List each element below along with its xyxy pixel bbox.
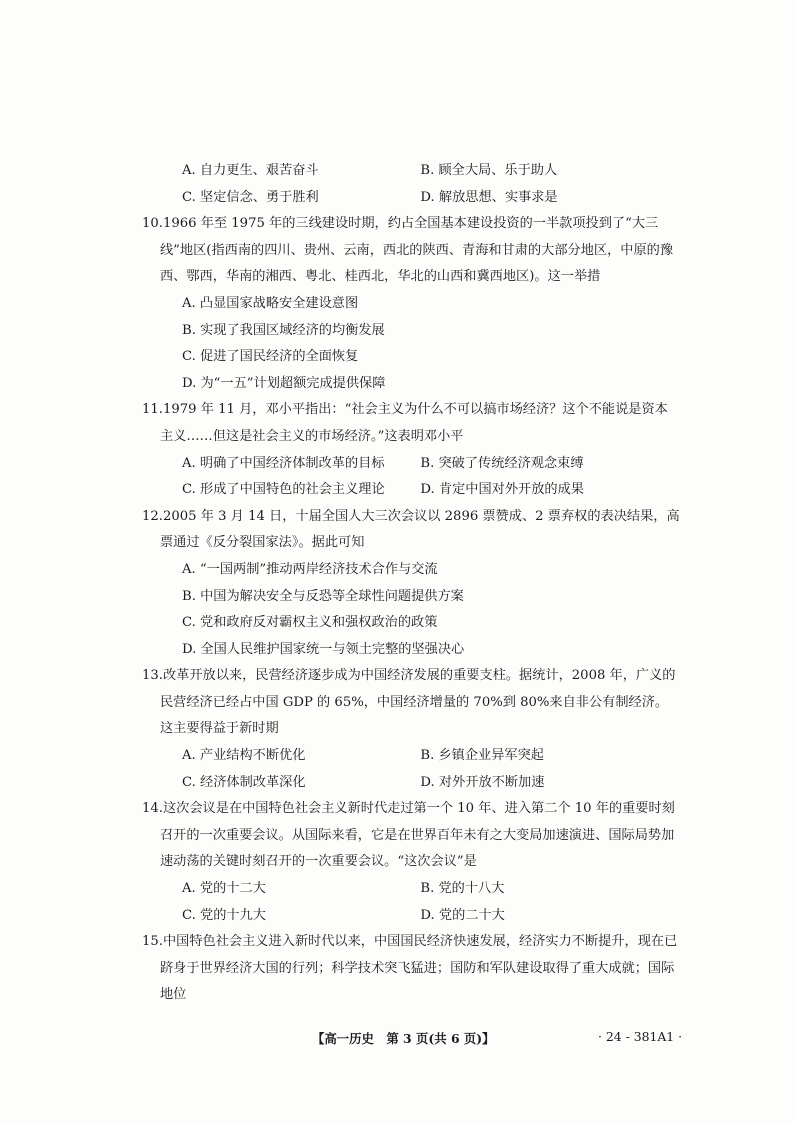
option-a: A. “一国两制”推动两岸经济技术合作与交流 bbox=[182, 561, 438, 577]
option-d: D. 解放思想、实事求是 bbox=[420, 189, 558, 205]
options-row-2 bbox=[160, 770, 680, 797]
option-d: D. 为“一五”计划超额完成提供保障 bbox=[182, 375, 386, 391]
exam-content bbox=[142, 158, 680, 1009]
option-a: A. 自力更生、艰苦奋斗 bbox=[182, 163, 319, 178]
question-stem: 13.改革开放以来，民营经济逐步成为中国经济发展的重要支柱。据统计，2008 年，广义的民营经济已经占中国 GDP 的 65%，中国经济增量的 70%到 80%来自非公有制经济。这主要得益于新时期 bbox=[142, 668, 676, 737]
question-stem: 14.这次会议是在中国特色社会主义新时代走过第一个 10 年、进入第二个 10 年的重要时刻召开的一次重要会议。从国际来看，它是在世界百年未有之大变局加速演进、国际局势加速动荡的关键时刻召开的一次重要会议。“这次会议”是 bbox=[142, 801, 675, 870]
footer-exam-code: · 24 - 381A1 · bbox=[598, 1029, 683, 1044]
option-b: B. 中国为解决安全与反恐等全球性问题提供方案 bbox=[182, 588, 464, 604]
option-a: A. 党的十二大 bbox=[182, 881, 266, 897]
option-b: B. 乡镇企业异军突起 bbox=[420, 748, 544, 764]
option-c: C. 坚定信念、勇于胜利 bbox=[182, 189, 319, 205]
question-stem: 10.1966 年至 1975 年的三线建设时期，约占全国基本建设投资的一半款项投到了“大三线”地区(指西南的四川、贵州、云南，西北的陕西、青海和甘肃的大部分地区，中原的豫西、鄂西，华南的湘西、粤北、桂西北，华北的山西和冀西地区)。这一举措 bbox=[142, 216, 674, 285]
footer-page-info: 【高一历史 第 3 页(共 6 页)】 bbox=[312, 1031, 495, 1046]
option-a: A. 产业结构不断优化 bbox=[182, 748, 306, 764]
question-stem: 15.中国特色社会主义进入新时代以来，中国国民经济快速发展，经济实力不断提升，现在已跻身于世界经济大国的行列；科学技术突飞猛进；国防和军队建设取得了重大成就；国际地位 bbox=[142, 934, 678, 1003]
question-13 bbox=[142, 663, 680, 796]
option-d: D. 肯定中国对外开放的成果 bbox=[420, 482, 584, 498]
option-b: B. 突破了传统经济观念束缚 bbox=[420, 455, 584, 471]
prev-options-row-1 bbox=[160, 158, 680, 185]
option-d: D. 党的二十大 bbox=[420, 907, 505, 923]
question-stem: 11.1979 年 11 月，邓小平指出：“社会主义为什么不可以搞市场经济？这个不能说是资本主义……但这是社会主义的市场经济。”这表明邓小平 bbox=[142, 402, 668, 444]
option-c: C. 党和政府反对霸权主义和强权政治的政策 bbox=[182, 615, 438, 631]
question-11 bbox=[142, 397, 680, 503]
option-d: D. 对外开放不断加速 bbox=[420, 774, 545, 790]
question-12 bbox=[142, 504, 680, 664]
option-c: C. 经济体制改革深化 bbox=[182, 774, 306, 790]
option-d: D. 全国人民维护国家统一与领土完整的坚强决心 bbox=[182, 641, 465, 657]
options-row-2 bbox=[160, 477, 680, 504]
question-10 bbox=[142, 211, 680, 397]
options-row-1 bbox=[160, 876, 680, 903]
options-row-1 bbox=[160, 451, 680, 478]
option-c: C. 党的十九大 bbox=[182, 907, 266, 923]
prev-options-row-2 bbox=[160, 185, 680, 212]
option-c: C. 促进了国民经济的全面恢复 bbox=[182, 349, 359, 365]
question-14 bbox=[142, 796, 680, 929]
option-a: A. 明确了中国经济体制改革的目标 bbox=[182, 455, 385, 471]
page-footer bbox=[0, 1029, 794, 1051]
option-b: B. 党的十八大 bbox=[420, 881, 505, 897]
question-stem: 12.2005 年 3 月 14 日，十届全国人大三次会议以 2896 票赞成、2 票弃权的表决结果，高票通过《反分裂国家法》。据此可知 bbox=[142, 508, 680, 551]
option-b: B. 实现了我国区域经济的均衡发展 bbox=[182, 322, 385, 338]
options-row-2 bbox=[160, 903, 680, 930]
option-c: C. 形成了中国特色的社会主义理论 bbox=[182, 482, 385, 498]
option-a: A. 凸显国家战略安全建设意图 bbox=[182, 295, 359, 311]
options-row-1 bbox=[160, 743, 680, 770]
question-15 bbox=[142, 929, 680, 1009]
option-b: B. 顾全大局、乐于助人 bbox=[420, 163, 558, 178]
